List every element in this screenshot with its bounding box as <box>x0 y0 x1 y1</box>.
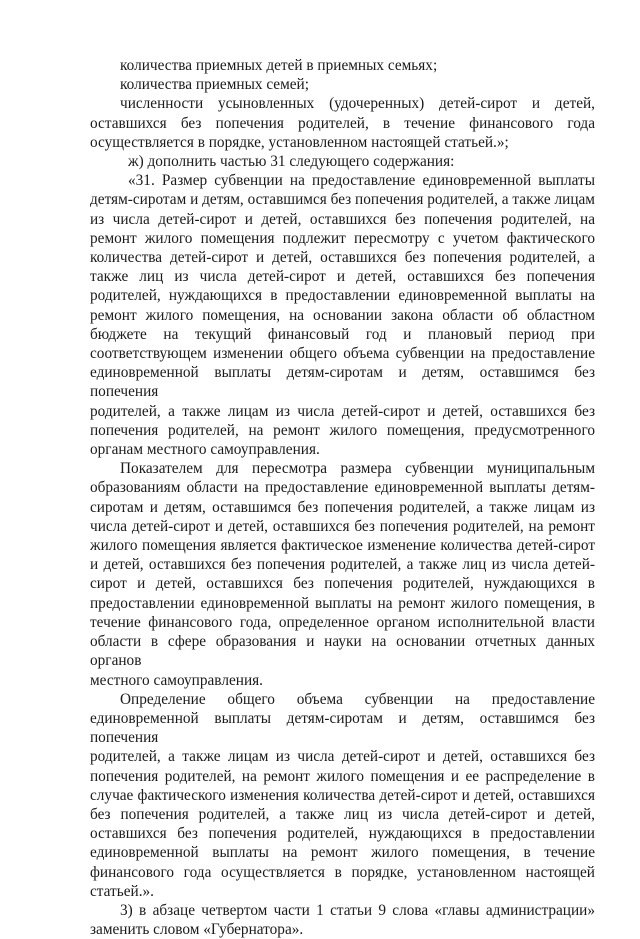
text-line: предоставлении единовременной выплаты на ремонт жилого помещения, в <box>90 594 595 612</box>
text-line: единовременной выплаты детям-сиротам и детям, оставшимся без попечения <box>90 364 595 401</box>
text-line: жилого помещения является фактическое изменение количества детей-сирот <box>90 537 595 555</box>
text-line: течение финансового года, определенное органом исполнительной власти <box>90 613 595 631</box>
text-line: образованиям области на предоставление единовременной выплаты детям- <box>90 479 595 497</box>
text-line: попечения родителей, на ремонт жилого помещения и ее распределение в <box>90 767 595 785</box>
text-line: из числа детей-сирот и детей, оставшихся без попечения родителей, на <box>90 210 595 228</box>
text-line: количества приемных семей; <box>120 76 309 94</box>
text-line: заменить словом «Губернатора». <box>90 921 304 939</box>
text-line: ж) дополнить частью 31 следующего содержания: <box>128 153 455 171</box>
text-line: единовременной выплаты на ремонт жилого помещения, в течение <box>90 844 595 862</box>
text-line: статьей.». <box>90 882 154 900</box>
text-line: сиротам и детям, оставшимся без попечения родителей, а также лицам из <box>90 498 595 516</box>
text-line: «31. Размер субвенции на предоставление единовременной выплаты <box>128 172 595 190</box>
text-line: финансового года осуществляется в порядке, установленном настоящей <box>90 863 595 881</box>
text-line: ремонт жилого помещения, на основании закона области об областном <box>90 306 595 324</box>
text-line: попечения родителей, на ремонт жилого помещения, предусмотренного <box>90 421 595 439</box>
text-line: единовременной выплаты детям-сиротам и детям, оставшимся без попечения <box>90 709 595 747</box>
text-line: Определение общего объема субвенции на предоставление <box>120 690 595 708</box>
text-line: Показателем для пересмотра размера субвенции муниципальным <box>120 460 595 478</box>
text-line: количества детей-сирот и детей, оставшихся без попечения родителей, а <box>90 249 595 267</box>
text-line: сирот и детей, оставшихся без попечения родителей, нуждающихся в <box>90 575 595 593</box>
text-line: ремонт жилого помещения подлежит пересмотру с учетом фактического <box>90 229 595 247</box>
text-line: родителей, а также лицам из числа детей-сирот и детей, оставшихся без <box>90 402 595 420</box>
text-line: родителей, нуждающихся в предоставлении единовременной выплаты на <box>90 287 595 305</box>
text-line: без попечения родителей, а также лиц из числа детей-сирот и детей, <box>90 805 595 823</box>
text-line: количества приемных детей в приемных семьях; <box>120 57 438 74</box>
text-line: бюджете на текущий финансовый год и плановый период при <box>90 325 595 343</box>
text-line: детям-сиротам и детям, оставшимся без попечения родителей, а также лицам <box>90 191 595 209</box>
text-line: численности усыновленных (удочеренных) детей-сирот и детей, <box>120 95 595 113</box>
text-line: осуществляется в порядке, установленном настоящей статьей.»; <box>90 133 509 151</box>
text-line: и детей, оставшихся без попечения родителей, а также лиц из числа детей- <box>90 556 595 574</box>
text-line: оставшихся без попечения родителей, в течение финансового года <box>90 114 595 132</box>
text-line: органам местного самоуправления. <box>90 441 320 459</box>
text-line: области в сфере образования и науки на основании отчетных данных органов <box>90 633 595 670</box>
text-line: 3) в абзаце четвертом части 1 статьи 9 слова «главы администрации» <box>120 901 595 919</box>
document-page <box>90 56 595 939</box>
text-line: числа детей-сирот и детей, оставшихся без попечения родителей, на ремонт <box>90 517 595 535</box>
text-line: родителей, а также лицам из числа детей-сирот и детей, оставшихся без <box>90 748 595 766</box>
text-line: также лиц из числа детей-сирот и детей, оставшихся без попечения <box>90 268 595 286</box>
text-line: соответствующем изменении общего объема субвенции на предоставление <box>90 345 595 363</box>
text-line: местного самоуправления. <box>90 671 263 689</box>
text-line: оставшихся без попечения родителей, нуждающихся в предоставлении <box>90 825 595 843</box>
text-line: случае фактического изменения количества детей-сирот и детей, оставшихся <box>90 786 595 804</box>
